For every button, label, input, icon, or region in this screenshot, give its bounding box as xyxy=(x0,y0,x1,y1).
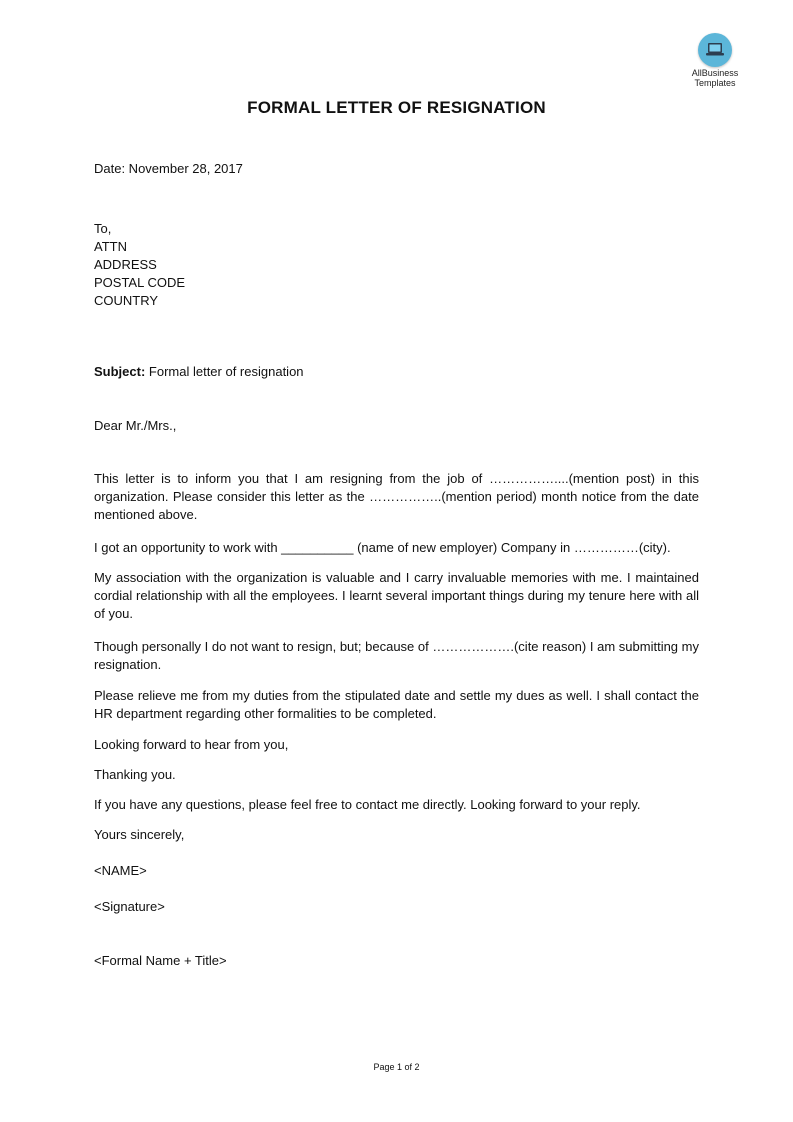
page-number: Page 1 of 2 xyxy=(373,1062,420,1072)
recipient-postal-code: POSTAL CODE xyxy=(94,275,186,290)
recipient-address: ADDRESS xyxy=(94,257,157,272)
signature-name: <NAME> xyxy=(94,863,147,878)
laptop-icon xyxy=(698,33,732,67)
paragraph-thanking: Thanking you. xyxy=(94,767,176,782)
recipient-block xyxy=(94,220,185,310)
subject-label: Subject: xyxy=(94,364,146,379)
paragraph-looking-forward: Looking forward to hear from you, xyxy=(94,737,289,752)
paragraph-new-employer: I got an opportunity to work with __________ (name of new employer) Company in ……………(city). xyxy=(94,540,671,555)
subject-line xyxy=(94,363,304,381)
signature-formal-name: <Formal Name + Title> xyxy=(94,953,227,968)
subject-text: Formal letter of resignation xyxy=(145,364,304,379)
logo-line-1: AllBusiness xyxy=(691,68,739,78)
closing: Yours sincerely, xyxy=(94,827,185,842)
paragraph-contact: If you have any questions, please feel free to contact me directly. Looking forward to your reply. xyxy=(94,797,641,812)
brand-logo xyxy=(684,33,746,88)
logo-text xyxy=(684,68,746,88)
paragraph-relieve: Please relieve me from my duties from the stipulated date and settle my dues as well. I shall contact the HR department regarding other formalities to be completed. xyxy=(94,688,699,721)
paragraph-reason: Though personally I do not want to resign, but; because of ……………….(cite reason) I am submitting my resignation. xyxy=(94,639,699,672)
letter-date: Date: November 28, 2017 xyxy=(94,161,243,176)
paragraph-intent: This letter is to inform you that I am resigning from the job of ……………....(mention post) in this organization. Please consider this letter as the ……………..(mention period) month notice from the date mentioned above. xyxy=(94,471,699,522)
recipient-to: To, xyxy=(94,221,112,236)
paragraph-association: My association with the organization is valuable and I carry invaluable memories with me. I maintained cordial relationship with all the employees. I learnt several important things during my tenure here with all of you. xyxy=(94,570,699,621)
recipient-attn: ATTN xyxy=(94,239,127,254)
salutation: Dear Mr./Mrs., xyxy=(94,418,177,433)
document-title: FORMAL LETTER OF RESIGNATION xyxy=(247,98,546,117)
recipient-country: COUNTRY xyxy=(94,293,159,308)
signature-placeholder: <Signature> xyxy=(94,899,165,914)
logo-line-2: Templates xyxy=(694,78,736,88)
